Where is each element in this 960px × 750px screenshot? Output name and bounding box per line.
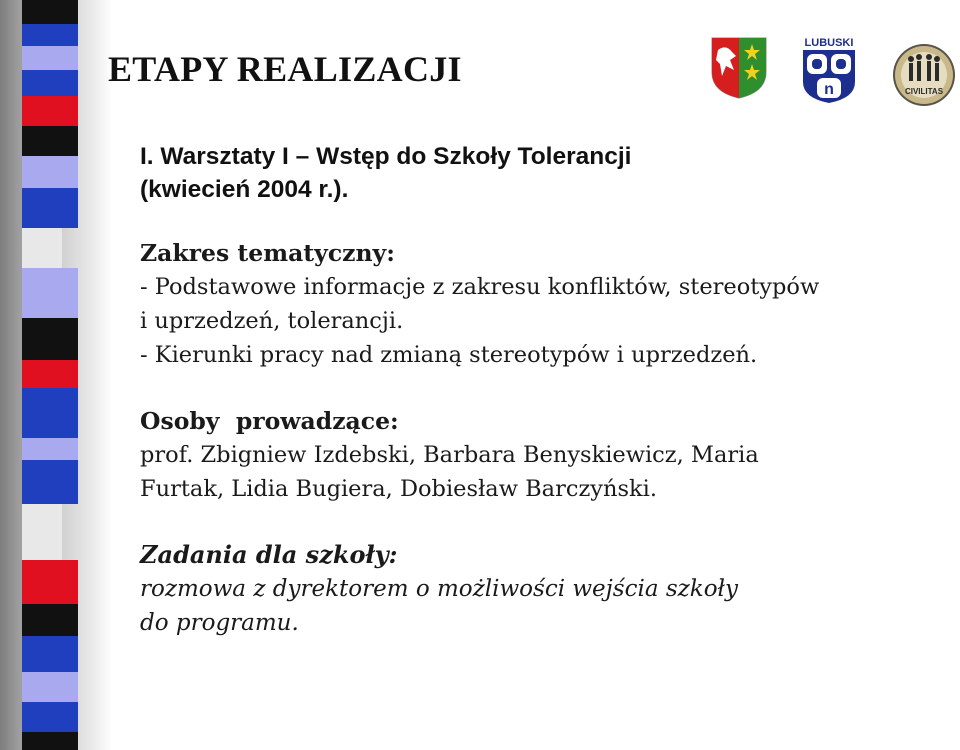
page-title: ETAPY REALIZACJI xyxy=(108,49,462,89)
leaders-heading: Osoby prowadzące: xyxy=(140,407,399,435)
civitas-logo xyxy=(891,42,957,108)
scope-line: - Podstawowe informacje z zakresu konfliktów, stereotypów xyxy=(140,274,820,300)
svg-text:LUBUSKI: LUBUSKI xyxy=(804,37,854,49)
tasks-heading: Zadania dla szkoły: xyxy=(140,540,398,569)
decorative-sidebar xyxy=(0,0,112,750)
leaders-line: Furtak, Lidia Bugiera, Dobiesław Barczyński. xyxy=(140,476,658,502)
svg-text:n: n xyxy=(824,81,834,98)
lubuskie-coat-of-arms-logo xyxy=(710,36,768,100)
tasks-line: rozmowa z dyrektorem o możliwości wejścia szkoły xyxy=(140,576,739,602)
svg-text:CIVILITAS: CIVILITAS xyxy=(904,87,944,96)
workshop-heading-line-2: (kwiecień 2004 r.). xyxy=(140,176,349,203)
scope-line: - Kierunki pracy nad zmianą stereotypów i uprzedzeń. xyxy=(140,342,758,368)
color-stripes xyxy=(22,0,78,750)
workshop-heading-line-1: I. Warsztaty I – Wstęp do Szkoły Tolerancji xyxy=(140,143,632,170)
odn-logo xyxy=(797,36,861,104)
leaders-line: prof. Zbigniew Izdebski, Barbara Benyskiewicz, Maria xyxy=(140,442,759,468)
tasks-line: do programu. xyxy=(140,610,299,636)
slide-content xyxy=(140,140,950,640)
scope-line: i uprzedzeń, tolerancji. xyxy=(140,308,404,334)
scope-heading: Zakres tematyczny: xyxy=(140,239,395,267)
